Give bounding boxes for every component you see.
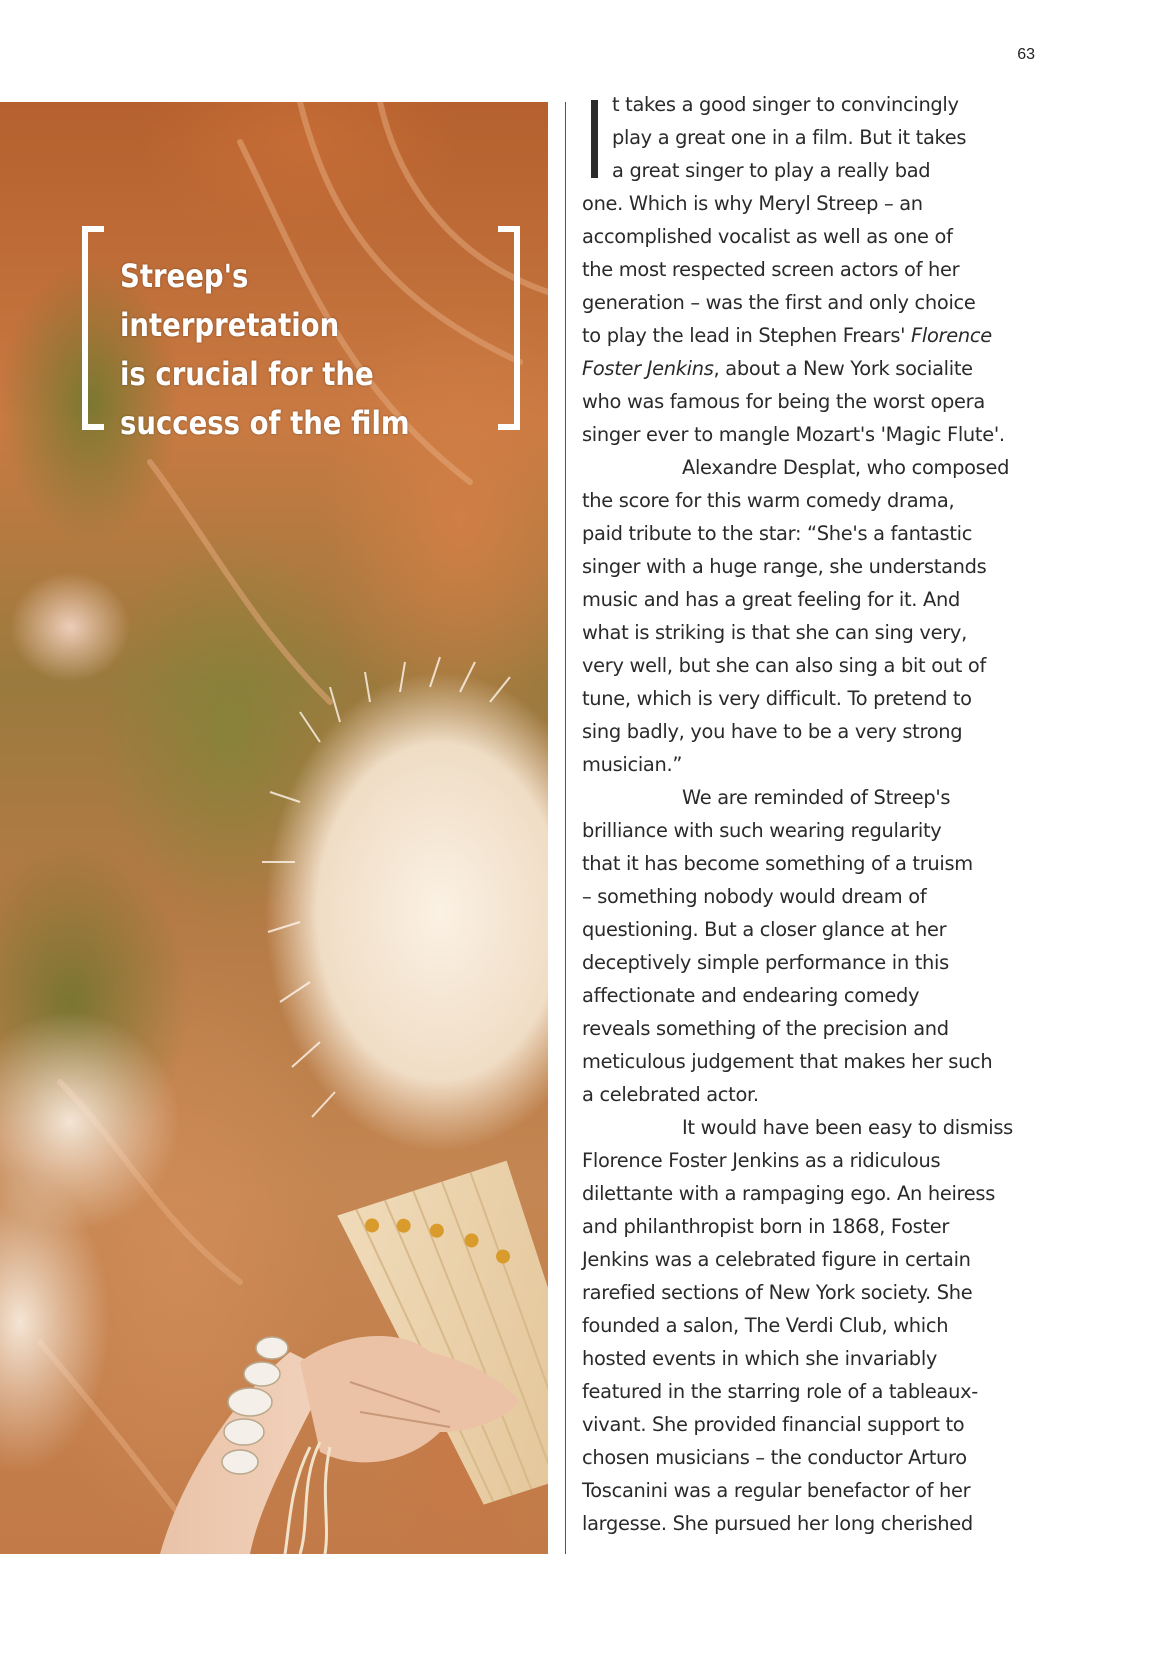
text-line: meticulous judgement that makes her such	[582, 1050, 993, 1073]
text-line: the score for this warm comedy drama,	[582, 489, 955, 512]
text-line: Alexandre Desplat, who composed	[682, 456, 1010, 479]
text-line: chosen musicians – the conductor Arturo	[582, 1446, 967, 1469]
text-line: It would have been easy to dismiss	[682, 1116, 1013, 1139]
text-line: Florence Foster Jenkins as a ridiculous	[582, 1149, 941, 1172]
text-line: a great singer to play a really bad	[612, 159, 931, 182]
text-line: rarefied sections of New York society. She	[582, 1281, 973, 1304]
text-line	[582, 352, 1052, 385]
text-line: We are reminded of Streep's	[682, 786, 951, 809]
text-line: founded a salon, The Verdi Club, which	[582, 1314, 949, 1337]
text-line: questioning. But a closer glance at her	[582, 918, 947, 941]
text-line: singer with a huge range, she understands	[582, 555, 987, 578]
text-line	[582, 319, 1052, 352]
pull-quote-right-bracket	[498, 226, 520, 430]
text-line: reveals something of the precision and	[582, 1017, 949, 1040]
text-line: very well, but she can also sing a bit out of	[582, 654, 987, 677]
text-line: play a great one in a film. But it takes	[612, 126, 967, 149]
text-line: Jenkins was a celebrated figure in certain	[582, 1248, 971, 1271]
film-title: Foster Jenkins	[582, 357, 714, 380]
text-line: one. Which is why Meryl Streep – an	[582, 192, 923, 215]
text-line: sing badly, you have to be a very strong	[582, 720, 963, 743]
photo-panel	[0, 102, 548, 1554]
text-line: t takes a good singer to convincingly	[612, 93, 959, 116]
text-line: and philanthropist born in 1868, Foster	[582, 1215, 950, 1238]
text-line: who was famous for being the worst opera	[582, 390, 985, 413]
pull-quote-line: is crucial for the	[120, 355, 374, 393]
text-line: affectionate and endearing comedy	[582, 984, 920, 1007]
text-segment: to play the lead in Stephen Frears'	[582, 324, 912, 347]
text-line: a celebrated actor.	[582, 1083, 759, 1106]
text-line: the most respected screen actors of her	[582, 258, 960, 281]
text-line: generation – was the first and only choice	[582, 291, 976, 314]
text-line: vivant. She provided financial support to	[582, 1413, 965, 1436]
text-line: musician.”	[582, 753, 683, 776]
text-line: music and has a great feeling for it. And	[582, 588, 960, 611]
text-line: what is striking is that she can sing very,	[582, 621, 967, 644]
text-segment: , about a New York socialite	[713, 357, 973, 380]
text-line: deceptively simple performance in this	[582, 951, 949, 974]
pull-quote	[82, 226, 520, 442]
text-line: – something nobody would dream of	[582, 885, 927, 908]
text-line: paid tribute to the star: “She's a fantastic	[582, 522, 973, 545]
pull-quote-text	[120, 252, 438, 448]
text-line: brilliance with such wearing regularity	[582, 819, 942, 842]
text-line: largesse. She pursued her long cherished	[582, 1512, 973, 1535]
column-rule	[565, 102, 566, 1554]
text-line: dilettante with a rampaging ego. An heiress	[582, 1182, 996, 1205]
pull-quote-line: success of the film	[120, 404, 410, 442]
pull-quote-left-bracket	[82, 226, 104, 430]
pull-quote-line: Streep's interpretation	[120, 257, 340, 344]
text-line: featured in the starring role of a tableaux-	[582, 1380, 978, 1403]
text-line: hosted events in which she invariably	[582, 1347, 938, 1370]
text-line: that it has become something of a truism	[582, 852, 973, 875]
text-line: accomplished vocalist as well as one of	[582, 225, 953, 248]
page-number: 63	[1017, 46, 1035, 63]
text-line: singer ever to mangle Mozart's 'Magic Flute'.	[582, 423, 1005, 446]
film-title: Florence	[911, 324, 992, 347]
text-line: Toscanini was a regular benefactor of her	[582, 1479, 971, 1502]
article-body	[582, 88, 1052, 1540]
text-line: tune, which is very difficult. To pretend to	[582, 687, 972, 710]
